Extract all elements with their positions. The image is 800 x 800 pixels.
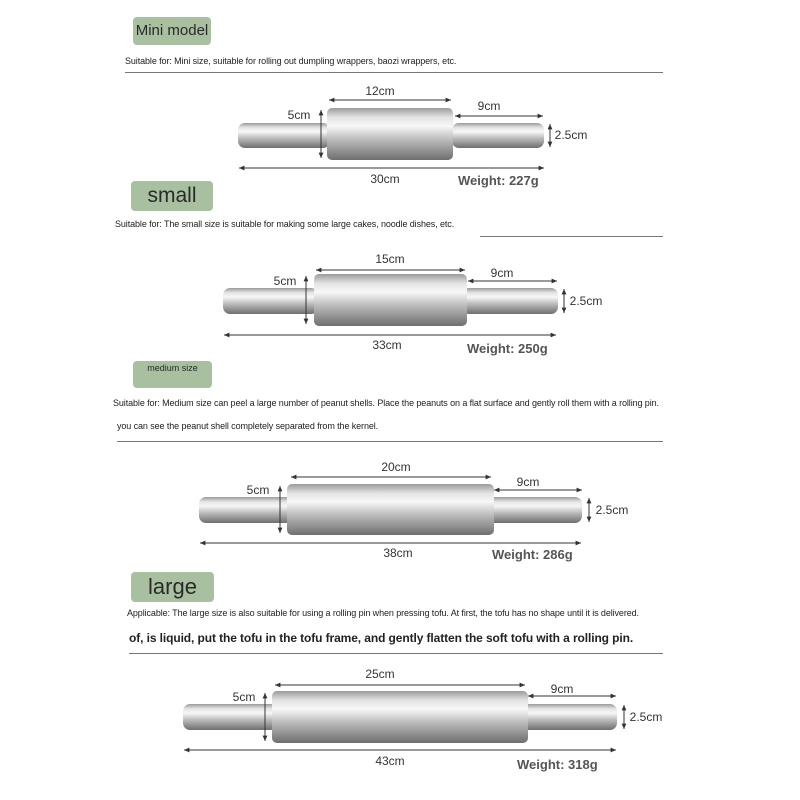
handle-left — [238, 123, 330, 148]
roller-body — [314, 274, 467, 326]
roller-body — [272, 691, 528, 743]
divider — [117, 441, 663, 442]
divider — [125, 72, 663, 73]
handle-left — [183, 704, 277, 730]
label-body-length: 25cm — [365, 667, 395, 681]
description-large-line1: Applicable: The large size is also suitable for using a rolling pin when pressing tofu. At first, the tofu has no shape until it is delivered. — [127, 608, 639, 618]
label-body-length: 12cm — [365, 84, 395, 98]
label-handle-diameter: 2.5cm — [569, 294, 603, 308]
description-medium-line1: Suitable for: Medium size can peel a large number of peanut shells. Place the peanuts on a flat surface and gently roll them with a rolling pin. — [113, 398, 659, 408]
handle-right — [522, 704, 617, 730]
label-total-length: 33cm — [372, 338, 402, 352]
handle-left — [199, 497, 293, 523]
rolling-pin-mini-diagram — [0, 80, 800, 190]
label-handle-diameter: 2.5cm — [554, 128, 588, 142]
label-handle-diameter: 2.5cm — [629, 710, 663, 724]
rolling-pin-small-diagram — [0, 247, 800, 357]
label-body-diameter: 5cm — [246, 483, 270, 497]
badge-small: small — [131, 181, 213, 211]
description-small: Suitable for: The small size is suitable for making some large cakes, noodle dishes, etc. — [115, 219, 455, 229]
rolling-pin-medium-diagram — [0, 455, 800, 565]
description-large-line2: of, is liquid, put the tofu in the tofu frame, and gently flatten the soft tofu with a rolling pin. — [129, 631, 634, 645]
label-weight: Weight: 318g — [517, 757, 598, 772]
label-body-diameter: 5cm — [273, 274, 297, 288]
label-handle-diameter: 2.5cm — [595, 503, 629, 517]
label-weight: Weight: 227g — [458, 173, 539, 188]
handle-right — [452, 123, 544, 148]
label-body-diameter: 5cm — [232, 690, 256, 704]
label-handle-length: 9cm — [490, 266, 514, 280]
label-weight: Weight: 250g — [467, 341, 548, 356]
roller-body — [287, 484, 494, 535]
label-handle-length: 9cm — [477, 99, 501, 113]
handle-right — [488, 497, 582, 523]
description-medium-line2: you can see the peanut shell completely separated from the kernel. — [117, 421, 379, 431]
badge-medium-size: medium size — [133, 361, 212, 388]
label-total-length: 30cm — [370, 172, 400, 186]
handle-left — [223, 288, 318, 314]
label-body-length: 15cm — [375, 252, 405, 266]
label-handle-length: 9cm — [516, 475, 540, 489]
badge-mini-model: Mini model — [133, 17, 211, 45]
label-handle-length: 9cm — [550, 682, 574, 696]
divider — [129, 653, 663, 654]
label-total-length: 38cm — [383, 546, 413, 560]
label-total-length: 43cm — [375, 754, 405, 768]
rolling-pin-large-diagram — [0, 663, 800, 778]
divider — [480, 236, 663, 237]
label-body-diameter: 5cm — [287, 108, 311, 122]
label-weight: Weight: 286g — [492, 547, 573, 562]
badge-large: large — [131, 572, 214, 602]
label-body-length: 20cm — [381, 460, 411, 474]
roller-body — [327, 108, 453, 160]
description-mini: Suitable for: Mini size, suitable for rolling out dumpling wrappers, baozi wrappers, etc. — [125, 56, 457, 66]
handle-right — [462, 288, 558, 314]
